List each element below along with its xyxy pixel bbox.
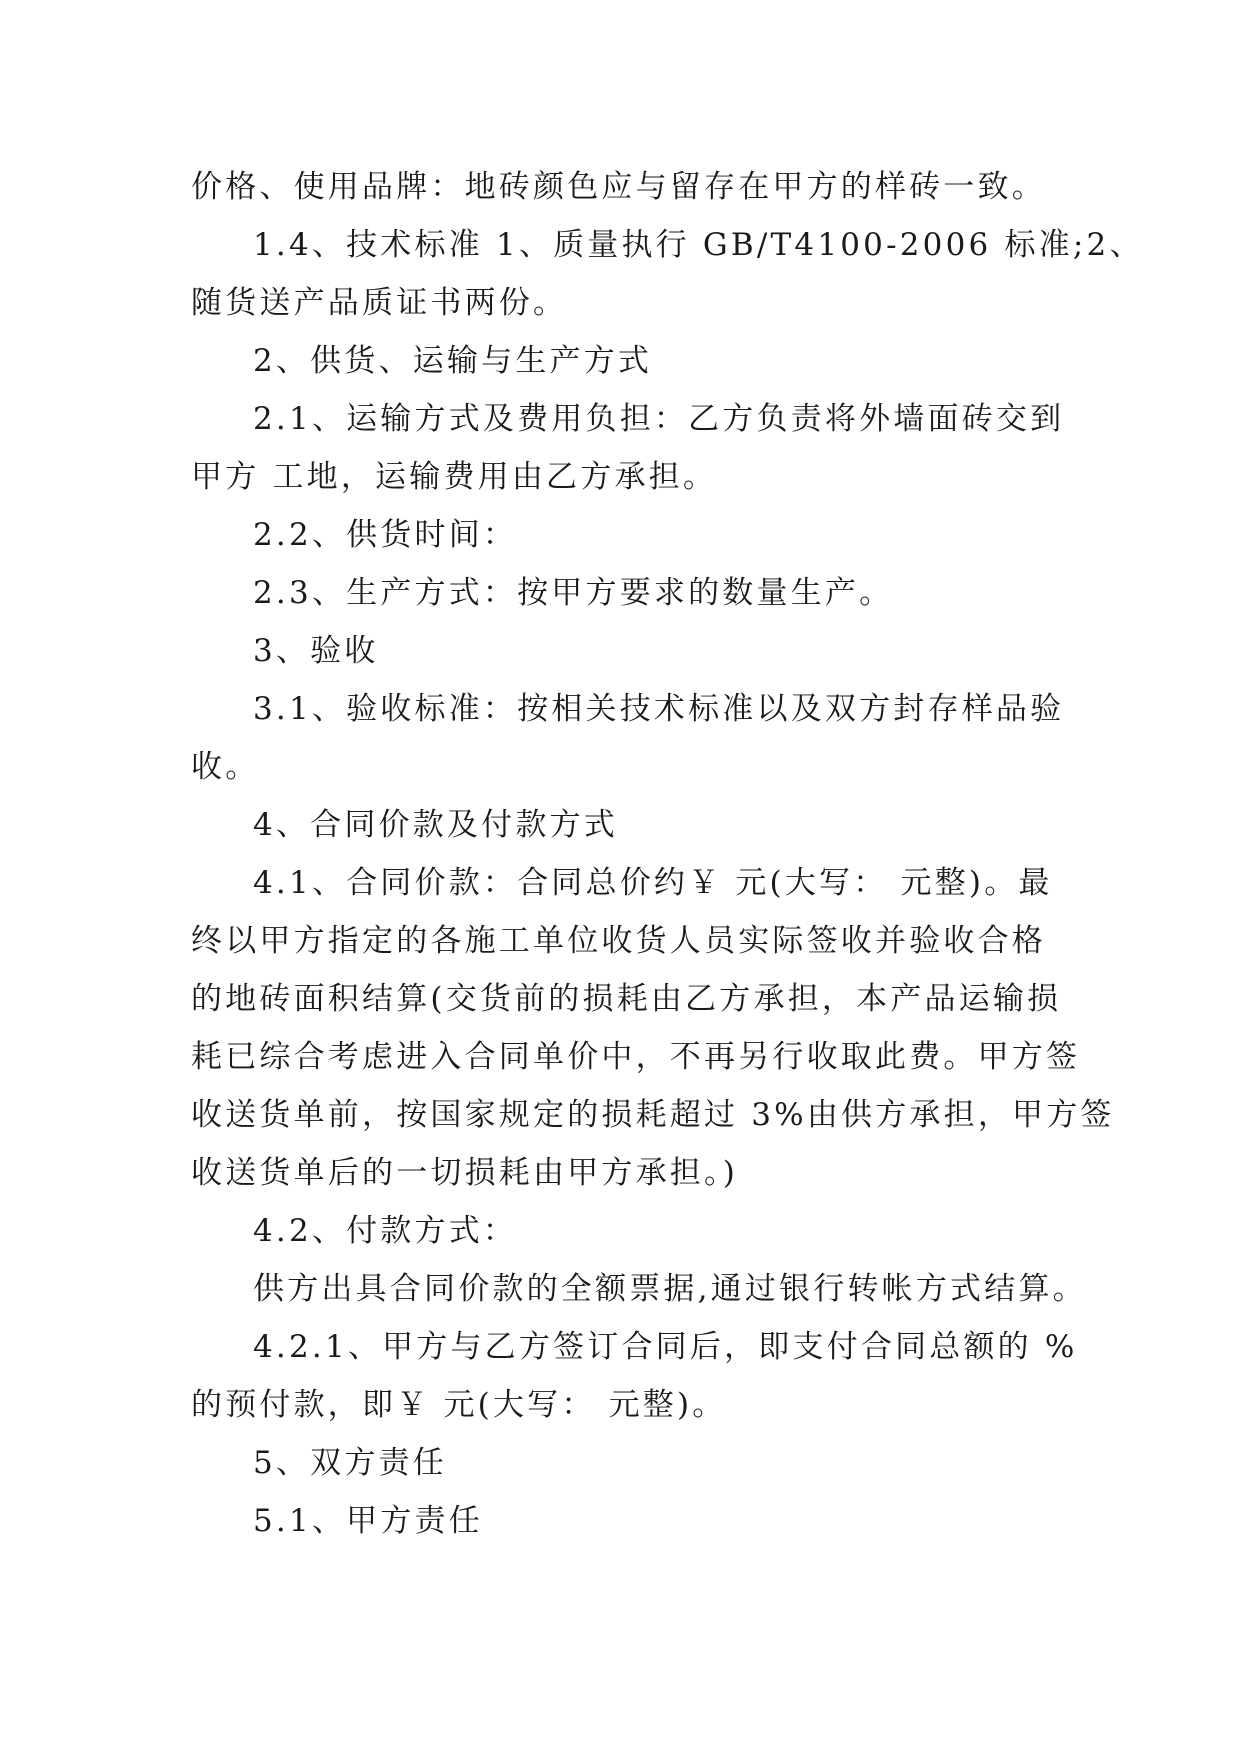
text-line: 5.1、甲方责任 — [253, 1503, 483, 1539]
text-line: 的预付款，即￥ 元(大写： 元整)。 — [191, 1387, 727, 1423]
text-line: 5、双方责任 — [253, 1445, 447, 1481]
text-line: 3、验收 — [253, 633, 379, 669]
text-line: 的地砖面积结算(交货前的损耗由乙方承担，本产品运输损 — [191, 981, 1062, 1017]
text-line: 收送货单前，按国家规定的损耗超过 3%由供方承担，甲方签 — [191, 1097, 1115, 1133]
text-line: 收。 — [191, 749, 260, 785]
text-line: 供方出具合同价款的全额票据,通过银行转帐方式结算。 — [253, 1271, 1087, 1307]
text-line: 4.1、合同价款：合同总价约￥ 元(大写： 元整)。最 — [253, 865, 1053, 901]
text-line: 1.4、技术标准 1、质量执行 GB/T4100-2006 标准;2、 — [253, 227, 1144, 263]
contract-body — [191, 158, 1144, 1550]
text-line: 价格、使用品牌：地砖颜色应与留存在甲方的样砖一致。 — [191, 169, 1046, 205]
text-line: 耗已综合考虑进入合同单价中，不再另行收取此费。甲方签 — [191, 1039, 1081, 1075]
text-line: 随货送产品质证书两份。 — [191, 285, 568, 321]
text-line: 4.2、付款方式： — [253, 1213, 518, 1249]
text-line: 4、合同价款及付款方式 — [253, 807, 618, 843]
text-line: 收送货单后的一切损耗由甲方承担。) — [191, 1155, 738, 1191]
text-line: 甲方 工地，运输费用由乙方承担。 — [191, 459, 718, 495]
text-line: 2.1、运输方式及费用负担：乙方负责将外墙面砖交到 — [253, 401, 1065, 437]
text-line: 终以甲方指定的各施工单位收货人员实际签收并验收合格 — [191, 923, 1046, 959]
text-line: 3.1、验收标准：按相关技术标准以及双方封存样品验 — [253, 691, 1065, 727]
text-line: 2.2、供货时间： — [253, 517, 518, 553]
text-line: 2、供货、运输与生产方式 — [253, 343, 653, 379]
text-line: 4.2.1、甲方与乙方签订合同后，即支付合同总额的 % — [253, 1329, 1078, 1365]
text-line: 2.3、生产方式：按甲方要求的数量生产。 — [253, 575, 894, 611]
